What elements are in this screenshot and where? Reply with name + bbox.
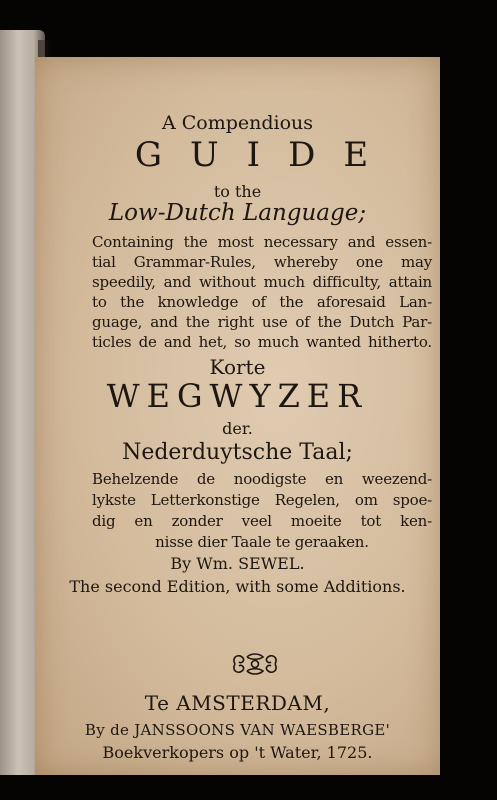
imprint-place: Te AMSTERDAM, bbox=[144, 691, 331, 715]
english-title-guide: GUIDE bbox=[134, 135, 397, 175]
dutch-paragraph-line: dig en zonder veel moeite tot ken- bbox=[92, 512, 432, 530]
english-paragraph-line: Containing the most necessary and essen- bbox=[92, 233, 432, 251]
printers-fleuron-icon bbox=[229, 651, 281, 677]
dutch-line-taal: Nederduytsche Taal; bbox=[122, 440, 353, 465]
english-paragraph-line: guage, and the right use of the Dutch Par- bbox=[92, 313, 432, 331]
imprint-printer: By de JANSSOONS VAN WAESBERGE' bbox=[84, 721, 391, 739]
dutch-line-der: der. bbox=[222, 419, 253, 438]
dutch-paragraph-line: Behelzende de noodigste en weezend- bbox=[92, 470, 432, 488]
imprint-address: Boekverkopers op 't Water, 1725. bbox=[102, 743, 373, 762]
dutch-paragraph-line: lykste Letterkonstige Regelen, om spoe- bbox=[92, 491, 432, 509]
english-paragraph-line: ticles de and het, so much wanted hitherto. bbox=[92, 333, 432, 351]
english-line-language: Low-Dutch Language; bbox=[108, 200, 367, 226]
dutch-paragraph-line: nisse dier Taale te geraaken. bbox=[155, 533, 369, 551]
english-line-compendious: A Compendious bbox=[161, 112, 314, 134]
edition-line: The second Edition, with some Additions. bbox=[69, 577, 406, 596]
english-paragraph-line: to the knowledge of the aforesaid Lan- bbox=[92, 293, 432, 311]
dutch-line-korte: Korte bbox=[209, 355, 266, 379]
title-page bbox=[35, 57, 440, 775]
english-paragraph-line: tial Grammar-Rules, whereby one may bbox=[92, 253, 432, 271]
english-line-to-the: to the bbox=[213, 182, 262, 201]
dutch-title-wegwyzer: WEGWYZER bbox=[106, 377, 369, 415]
english-paragraph-line: speedily, and without much difficulty, attain bbox=[92, 273, 432, 291]
author-line: By Wm. SEWEL. bbox=[170, 554, 305, 573]
